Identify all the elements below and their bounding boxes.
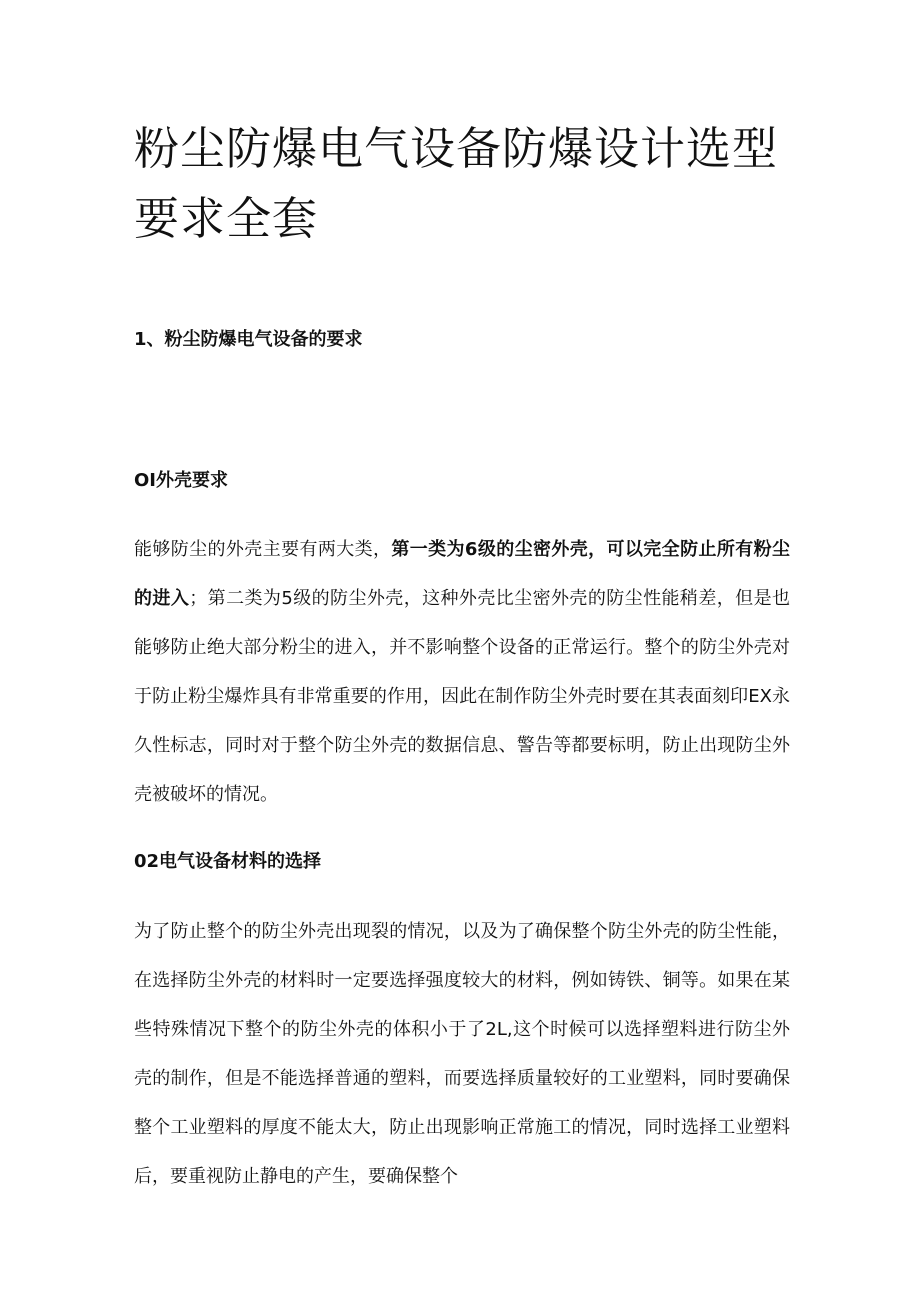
subsection-heading-enclosure: OI外壳要求 [134, 470, 228, 491]
paragraph-materials: 为了防止整个的防尘外壳出现裂的情况，以及为了确保整个防尘外壳的防尘性能，在选择防尘外壳的材料时一定要选择强度较大的材料，例如铸铁、铜等。如果在某些特殊情况下整个的防尘外壳的体积小于了2L,这个时候可以选择塑料进行防尘外壳的制作，但是不能选择普通的塑料，而要选择质量较好的工业塑料，同时要确保整个工业塑料的厚度不能太大，防止出现影响正常施工的情况，同时选择工业塑料后，要重视防止静电的产生，要确保整个 [134, 921, 790, 1187]
paragraph-enclosure-intro: 能够防尘的外壳主要有两大类， [134, 539, 392, 560]
paragraph-enclosure-bold: 第一类为6级的尘密外壳，可以完全防止所有粉尘的进入 [134, 539, 790, 609]
paragraph-enclosure-rest: ；第二类为5级的防尘外壳，这种外壳比尘密外壳的防尘性能稍差，但是也能够防止绝大部分粉尘的进入，并不影响整个设备的正常运行。整个的防尘外壳对于防止粉尘爆炸具有非常重要的作用，因此在制作防尘外壳时要在其表面刻印EX永久性标志，同时对于整个防尘外壳的数据信息、警告等都要标明，防止出现防尘外壳被破坏的情况。 [134, 588, 790, 805]
section-heading-requirements: 1、粉尘防爆电气设备的要求 [134, 329, 363, 350]
document-title: 粉尘防爆电气设备防爆设计选型要求全套 [134, 122, 779, 245]
subsection-heading-materials: 02电气设备材料的选择 [134, 851, 322, 872]
paragraph-enclosure [134, 525, 790, 819]
